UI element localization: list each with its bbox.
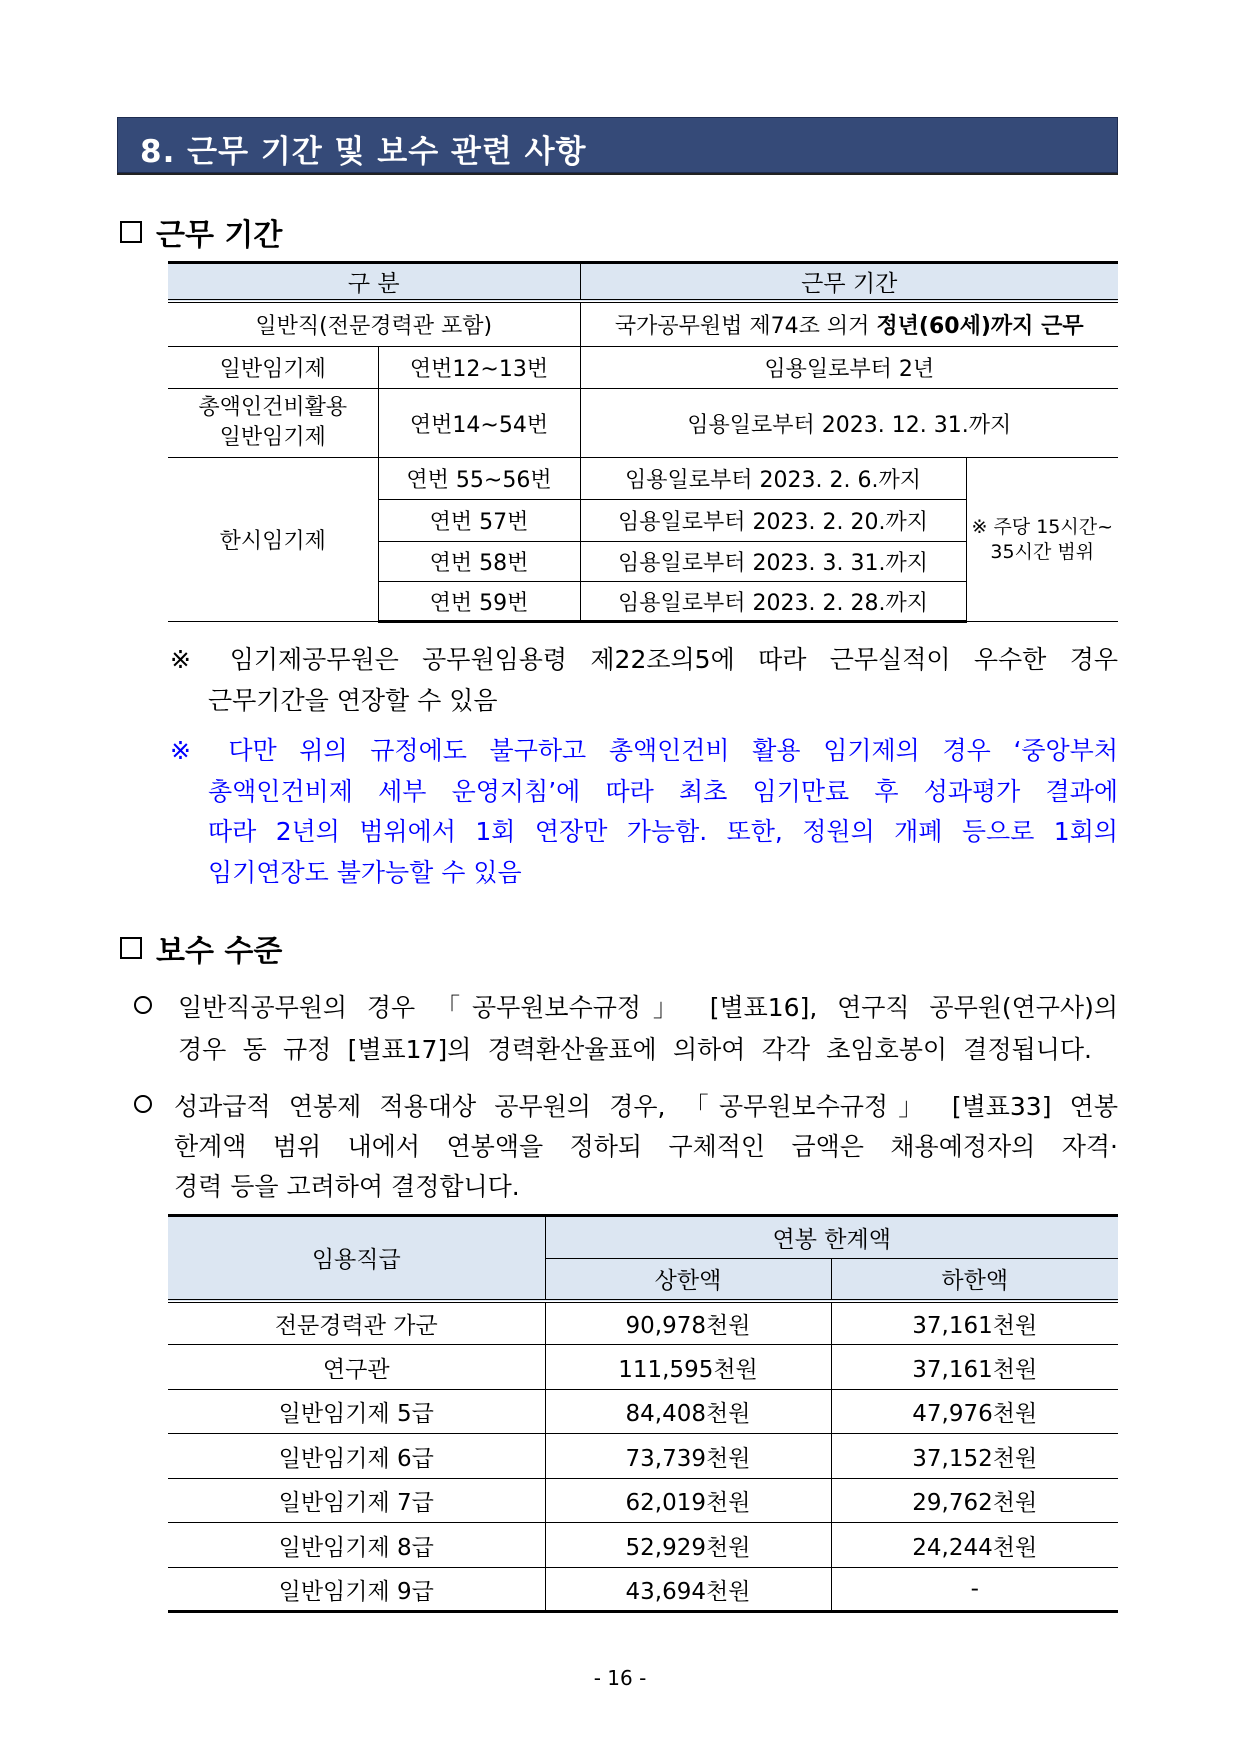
pay-paragraph-line: 일반직공무원의 경우 「공무원보수규정」 [별표16], 연구직 공무원(연구사)의 — [178, 993, 1118, 1022]
table-header: 구 분 — [168, 263, 580, 301]
table-row: 일반직(전문경력관 포함) 국가공무원법 제74조 의거 정년(60세)까지 근무 — [168, 301, 1118, 347]
table-header: 연봉 한계액 — [545, 1216, 1118, 1259]
note-line: 근무기간을 연장할 수 있음 — [208, 686, 498, 715]
table-row: 일반임기제 연번12~13번 임용일로부터 2년 — [168, 347, 1118, 389]
circle-bullet-icon — [134, 1095, 152, 1113]
checkbox-square-icon — [120, 221, 142, 243]
table-row: 일반임기제 9급 43,694천원 - — [168, 1568, 1118, 1612]
section-header-bar — [117, 117, 1118, 173]
section-header-title: 8. 근무 기간 및 보수 관련 사항 — [140, 134, 587, 170]
table-row: 한시임기제 연번 55~56번 임용일로부터 2023. 2. 6.까지 ※ 주당 15시간~ 35시간 범위 — [168, 458, 1118, 500]
table-row: 일반임기제 8급 52,929천원 24,244천원 — [168, 1523, 1118, 1568]
pay-paragraph-line: 성과급적 연봉제 적용대상 공무원의 경우, 「공무원보수규정」 [별표33] 연봉 — [174, 1092, 1118, 1121]
table-row: 총액인건비활용 일반임기제 연번14~54번 임용일로부터 2023. 12. 31.까지 — [168, 389, 1118, 458]
pay-paragraph-line: 경력 등을 고려하여 결정합니다. — [174, 1172, 520, 1201]
page-number: - 16 - — [593, 1666, 647, 1690]
subsection-title-pay: 보수 수준 — [120, 926, 282, 970]
table-header: 하한액 — [831, 1259, 1118, 1301]
table-row: 연번 59번 임용일로부터 2023. 2. 28.까지 — [168, 582, 1118, 622]
pay-paragraph-line: 한계액 범위 내에서 연봉액을 정하되 구체적인 금액은 채용예정자의 자격· — [174, 1132, 1118, 1161]
work-period-table — [168, 261, 1118, 623]
table-row: 일반임기제 7급 62,019천원 29,762천원 — [168, 1479, 1118, 1523]
pay-limit-table — [168, 1214, 1118, 1613]
table-row: 일반임기제 6급 73,739천원 37,152천원 — [168, 1434, 1118, 1479]
circle-bullet-icon — [134, 996, 152, 1014]
note-line-blue: 총액인건비제 세부 운영지침’에 따라 최초 임기만료 후 성과평가 결과에 — [208, 777, 1118, 806]
note-line-blue: ※ 다만 위의 규정에도 불구하고 총액인건비 활용 임기제의 경우 ‘중앙부처 — [170, 736, 1118, 765]
note-line: ※ 임기제공무원은 공무원임용령 제22조의5에 따라 근무실적이 우수한 경우 — [170, 645, 1118, 674]
table-row: 연번 57번 임용일로부터 2023. 2. 20.까지 — [168, 500, 1118, 542]
checkbox-square-icon — [120, 937, 142, 959]
table-header: 임용직급 — [168, 1216, 545, 1301]
pay-paragraph-line: 경우 동 규정 [별표17]의 경력환산율표에 의하여 각각 초임호봉이 결정됩니다. — [178, 1035, 1092, 1064]
table-row: 일반임기제 5급 84,408천원 47,976천원 — [168, 1390, 1118, 1434]
note-line-blue: 임기연장도 불가능할 수 있음 — [208, 858, 522, 887]
note-line-blue: 따라 2년의 범위에서 1회 연장만 가능함. 또한, 정원의 개폐 등으로 1회의 — [208, 817, 1118, 846]
table-header: 근무 기간 — [580, 263, 1118, 301]
table-header: 상한액 — [545, 1259, 831, 1301]
subsection-title-period: 근무 기간 — [120, 210, 282, 254]
table-row: 연구관 111,595천원 37,161천원 — [168, 1345, 1118, 1390]
table-row: 전문경력관 가군 90,978천원 37,161천원 — [168, 1301, 1118, 1345]
table-row: 연번 58번 임용일로부터 2023. 3. 31.까지 — [168, 542, 1118, 582]
